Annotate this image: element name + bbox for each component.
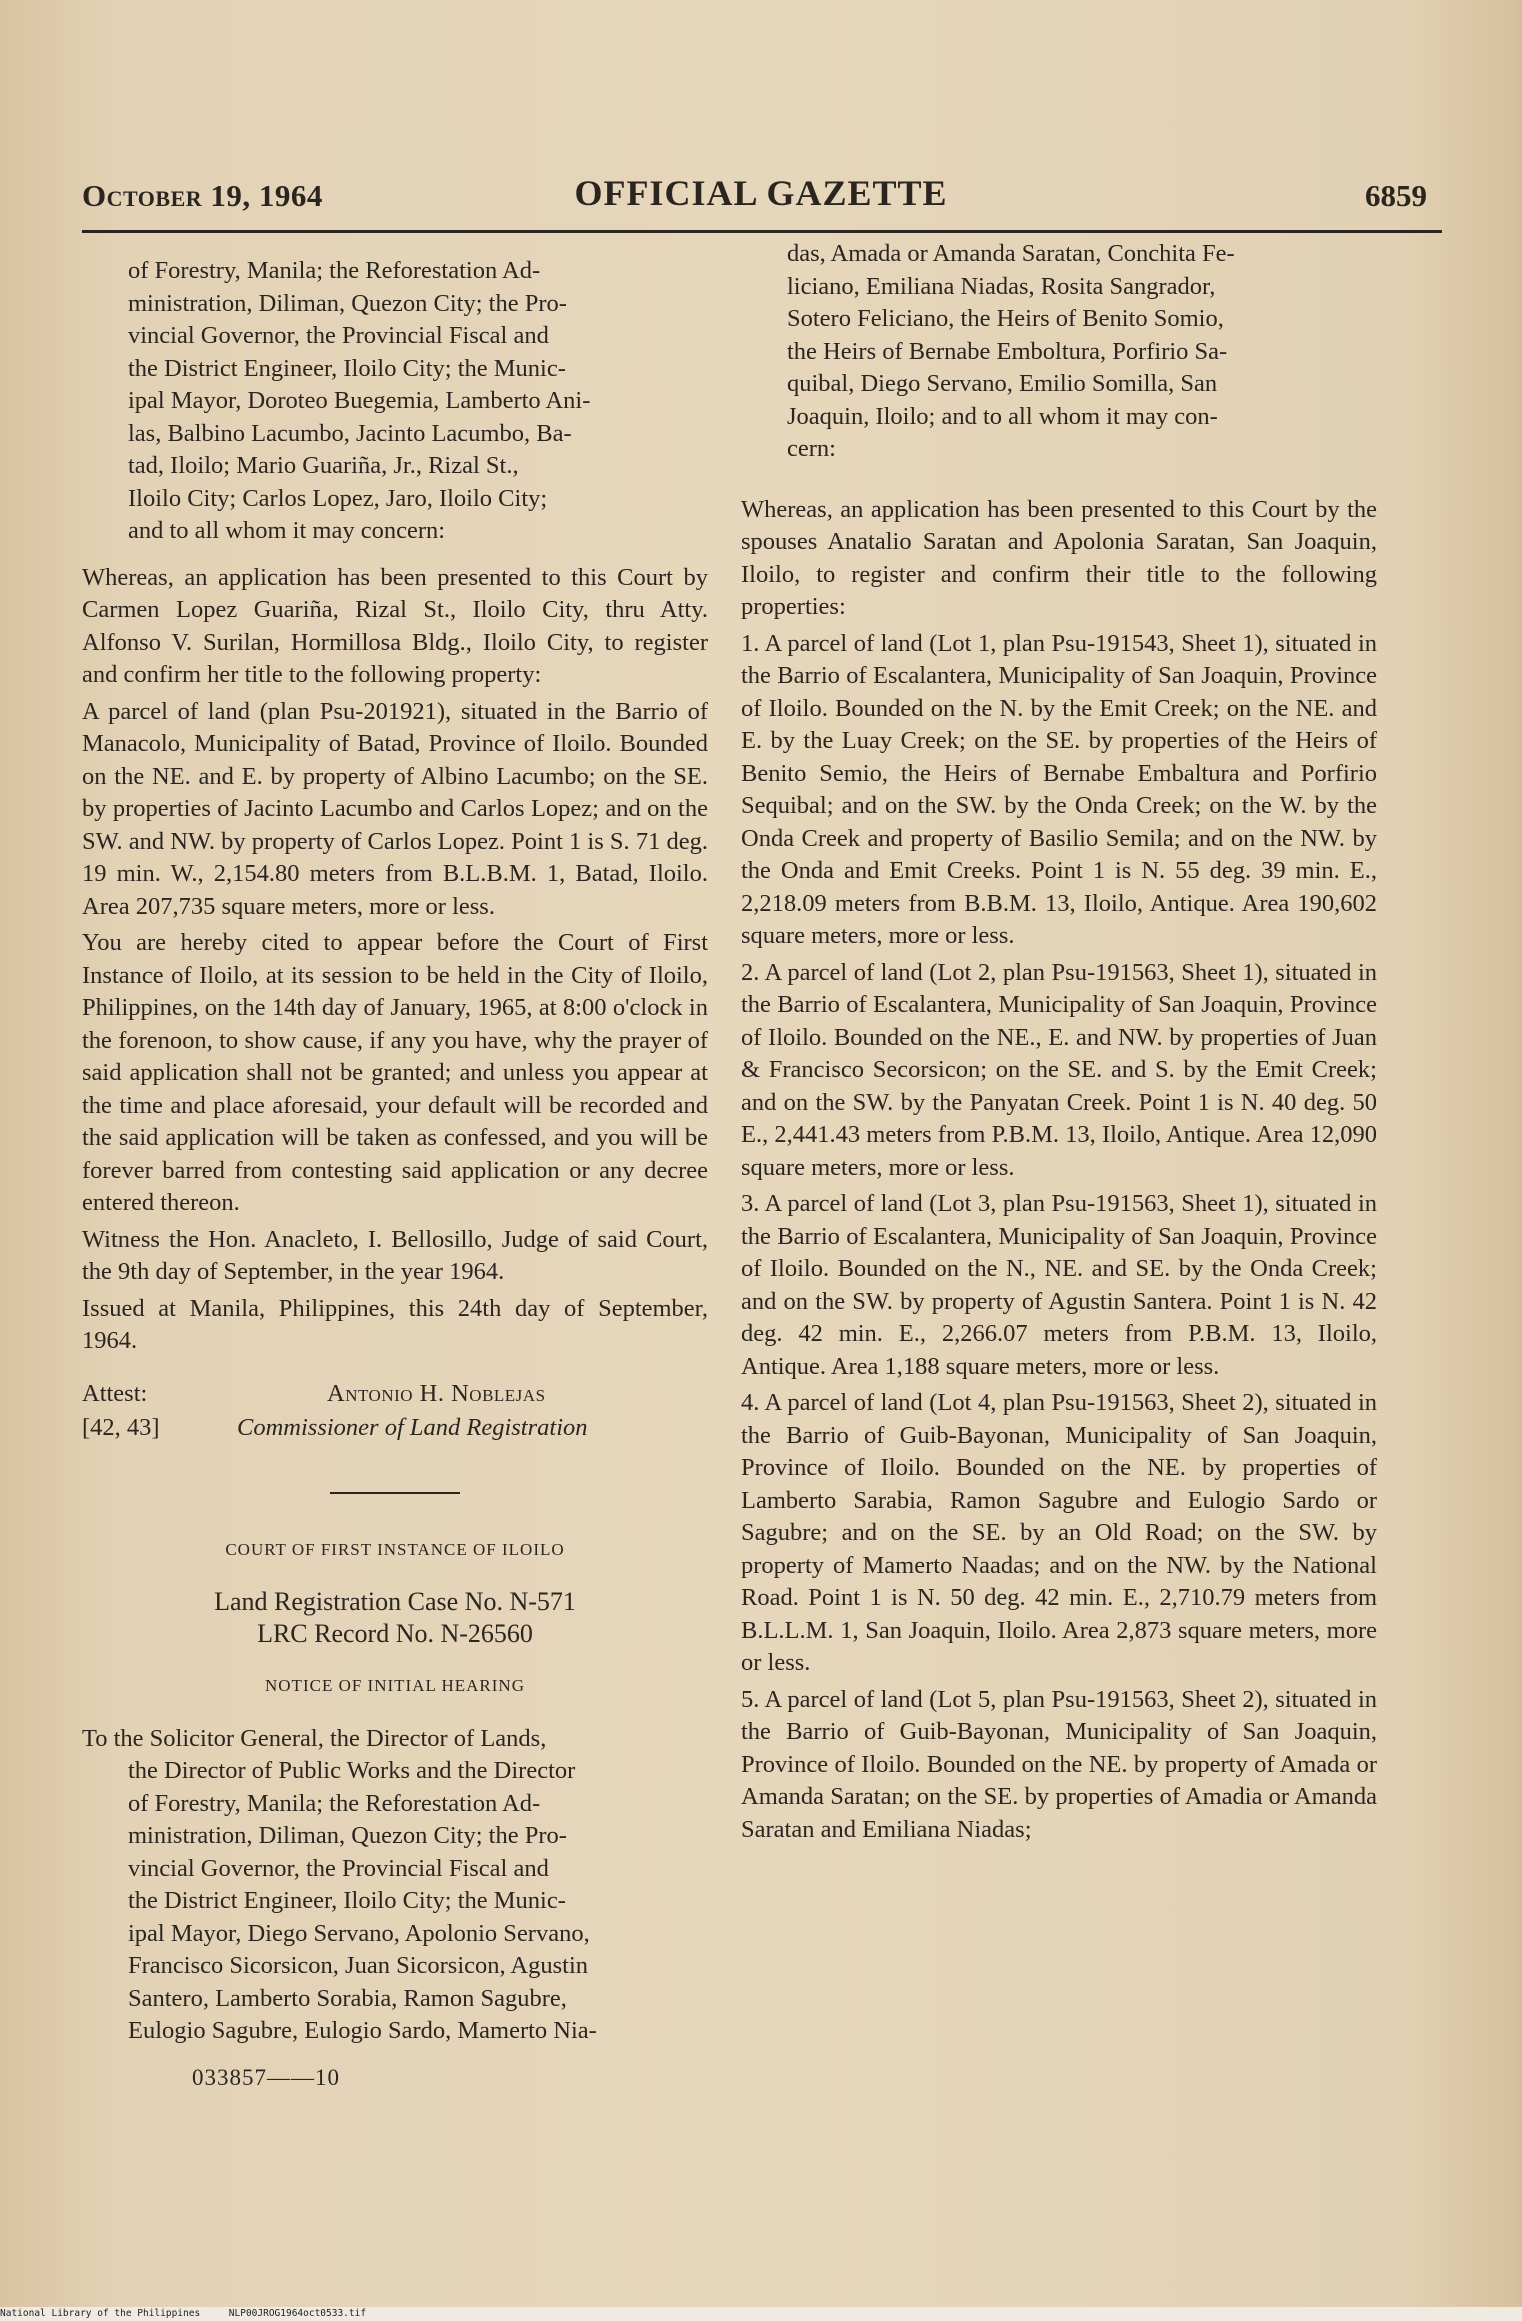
lot-3-paragraph: 3. A parcel of land (Lot 3, plan Psu-191563, Sheet 1), situated in the Barrio of Escalantera, Municipality of San Joaquin, Province of Iloilo. Bounded on the N., NE. and SE. by the Onda Creek; and on the SW. by property of Agustin Santera. Point 1 is N. 42 deg. 42 min. E., 2,266.07 meters from P.B.M. 13, Iloilo, Antique. Area 1,188 square meters, more or less. — [741, 1190, 1377, 1380]
section-divider — [330, 1492, 460, 1494]
left-parcel-paragraph: A parcel of land (plan Psu-201921), situated in the Barrio of Manacolo, Municipality of Batad, Province of Iloilo. Bounded on the NE. and E. by property of Albino Lacumbo; on the SE. by properties of Jacinto Lacumbo and Carlos Lopez; and on the SW. and NW. by property of Carlos Lopez. Point 1 is S. 71 deg. 19 min. W., 2,154.80 meters from B.L.B.M. 1, Batad, Iloilo. Area 207,735 square meters, more or less. — [82, 697, 708, 920]
text-line: of Forestry, Manila; the Reforestation Ad- — [128, 1789, 541, 1817]
text-line: Sotero Feliciano, the Heirs of Benito Somio, — [787, 305, 1224, 332]
serial-number: 033857——10 — [192, 2064, 340, 2090]
text-line: of Forestry, Manila; the Reforestation Ad- — [128, 257, 541, 284]
lot-5-paragraph: 5. A parcel of land (Lot 5, plan Psu-191563, Sheet 2), situated in the Barrio of Guib-Bayonan, Municipality of San Joaquin, Province of Iloilo. Bounded on the NE. by property of Amada or Amanda Saratan; on the SE. by properties of Amadia or Amanda Saratan and Emiliana Niadas; — [741, 1685, 1377, 1843]
left-issued-paragraph: Issued at Manila, Philippines, this 24th day of September, 1964. — [82, 1294, 708, 1354]
attest-name: Antonio H. Noblejas — [327, 1379, 546, 1407]
left-intro-addressees — [82, 255, 708, 548]
text-line: liciano, Emiliana Niadas, Rosita Sangrador, — [787, 272, 1216, 300]
text-line: the District Engineer, Iloilo City; the Munic- — [128, 354, 566, 382]
right-column — [741, 238, 1377, 1846]
left-to-addressees — [82, 1723, 708, 2048]
text-line: the Heirs of Bernabe Emboltura, Porfirio Sa- — [787, 337, 1228, 365]
attest-title: Commissioner of Land Registration — [237, 1413, 588, 1441]
attest-label: Attest: — [82, 1379, 148, 1407]
left-cited-paragraph: You are hereby cited to appear before the Court of First Instance of Iloilo, at its session to be held in the City of Iloilo, Philippines, on the 14th day of January, 1965, at 8:00 o'clock in the forenoon, to show cause, if any you have, why the prayer of said application shall not be granted; and unless you appear at the time and place aforesaid, your default will be recorded and the said application will be taken as confessed, and you will be forever barred from contesting said application or any decree entered thereon. — [82, 929, 708, 1216]
text-line: vincial Governor, the Provincial Fiscal and — [128, 322, 549, 349]
text-line: tad, Iloilo; Mario Guariña, Jr., Rizal St., — [128, 452, 519, 479]
text-line: To the Solicitor General, the Director of Lands, — [82, 1724, 547, 1752]
scan-footer: National Library of the Philippines NLP00JROG1964oct0533.tif — [0, 2307, 1522, 2321]
text-line: the District Engineer, Iloilo City; the Munic- — [128, 1887, 566, 1914]
attest-reference: [42, 43] — [82, 1413, 160, 1441]
header-rule — [82, 230, 1442, 233]
record-number: LRC Record No. N-26560 — [257, 1619, 533, 1648]
page-header — [0, 168, 1522, 218]
text-line: and to all whom it may concern: — [128, 517, 446, 544]
text-line: cern: — [787, 435, 836, 462]
text-line: Santero, Lamberto Sorabia, Ramon Sagubre, — [128, 1984, 567, 2012]
right-intro-addressees — [741, 238, 1377, 466]
left-column — [82, 255, 708, 2094]
text-line: las, Balbino Lacumbo, Jacinto Lacumbo, Ba- — [128, 419, 572, 447]
text-line: ipal Mayor, Doroteo Buegemia, Lamberto Ani- — [128, 387, 591, 414]
header-page-number: 6859 — [1365, 178, 1427, 213]
lot-2-paragraph: 2. A parcel of land (Lot 2, plan Psu-191563, Sheet 1), situated in the Barrio of Escalantera, Municipality of San Joaquin, Province of Iloilo. Bounded on the NE., E. and NW. by properties of Juan & Francisco Secorsicon; on the SE. and S. by the Emit Creek; and on the SW. by the Panyatan Creek. Point 1 is N. 40 deg. 50 E., 2,441.43 meters from P.B.M. 13, Iloilo, Antique. Area 12,090 square meters, more or less. — [741, 958, 1377, 1181]
text-line: Joaquin, Iloilo; and to all whom it may con- — [787, 402, 1218, 430]
text-line: Iloilo City; Carlos Lopez, Jaro, Iloilo City; — [128, 484, 548, 512]
left-whereas-paragraph: Whereas, an application has been presented to this Court by Carmen Lopez Guariña, Rizal St., Iloilo City, thru Atty. Alfonso V. Surilan, Hormillosa Bldg., Iloilo City, to register and confirm her title to the following property: — [82, 563, 708, 688]
text-line: vincial Governor, the Provincial Fiscal and — [128, 1854, 549, 1882]
notice-heading: NOTICE OF INITIAL HEARING — [265, 1676, 525, 1695]
text-line: Eulogio Sagubre, Eulogio Sardo, Mamerto Nia- — [128, 2017, 597, 2044]
text-line: das, Amada or Amanda Saratan, Conchita Fe- — [787, 240, 1235, 267]
case-number: Land Registration Case No. N-571 — [214, 1587, 576, 1616]
right-whereas-paragraph: Whereas, an application has been presented to this Court by the spouses Anatalio Saratan and Apolonia Saratan, San Joaquin, Iloilo, to register and confirm their title to the following properties: — [741, 495, 1377, 620]
court-heading: COURT OF FIRST INSTANCE OF ILOILO — [225, 1539, 565, 1559]
text-line: Francisco Sicorsicon, Juan Sicorsicon, Agustin — [128, 1952, 589, 1979]
text-line: ministration, Diliman, Quezon City; the Pro- — [128, 289, 567, 317]
lot-4-paragraph: 4. A parcel of land (Lot 4, plan Psu-191563, Sheet 2), situated in the Barrio of Guib-Bayonan, Municipality of San Joaquin, Province of Iloilo. Bounded on the NE. by properties of Lamberto Sarabia, Ramon Sagubre and Eulogio Sardo or Sagubre; and on the SE. by an Old Road; on the SW. by property of Mamerto Naadas; and on the NW. by the National Road. Point 1 is N. 50 deg. 42 min. E., 2,710.79 meters from B.L.L.M. 1, San Joaquin, Iloilo. Area 2,873 square meters, more or less. — [741, 1389, 1377, 1676]
text-line: the Director of Public Works and the Director — [128, 1757, 576, 1784]
attest-block — [82, 1378, 708, 1448]
text-line: ministration, Diliman, Quezon City; the Pro- — [128, 1822, 567, 1849]
header-date: October 19, 1964 — [82, 178, 323, 213]
left-witness-paragraph: Witness the Hon. Anacleto, I. Bellosillo, Judge of said Court, the 9th day of September, in the year 1964. — [82, 1225, 708, 1285]
header-title: OFFICIAL GAZETTE — [574, 173, 948, 213]
text-line: ipal Mayor, Diego Servano, Apolonio Servano, — [128, 1919, 590, 1947]
text-line: quibal, Diego Servano, Emilio Somilla, San — [787, 370, 1218, 397]
lot-1-paragraph: 1. A parcel of land (Lot 1, plan Psu-191543, Sheet 1), situated in the Barrio of Escalantera, Municipality of San Joaquin, Province of Iloilo. Bounded on the N. by the Emit Creek; on the NE. and E. by the Luay Creek; on the SE. by properties of the Heirs of Benito Semio, the Heirs of Bernabe Embaltura and Porfirio Sequibal; and on the SW. by the Onda Creek; on the W. by the Onda Creek and property of Basilio Semila; and on the NW. by the Onda and Emit Creeks. Point 1 is N. 55 deg. 39 min. E., 2,218.09 meters from B.B.M. 13, Iloilo, Antique. Area 190,602 square meters, more or less. — [741, 629, 1377, 949]
